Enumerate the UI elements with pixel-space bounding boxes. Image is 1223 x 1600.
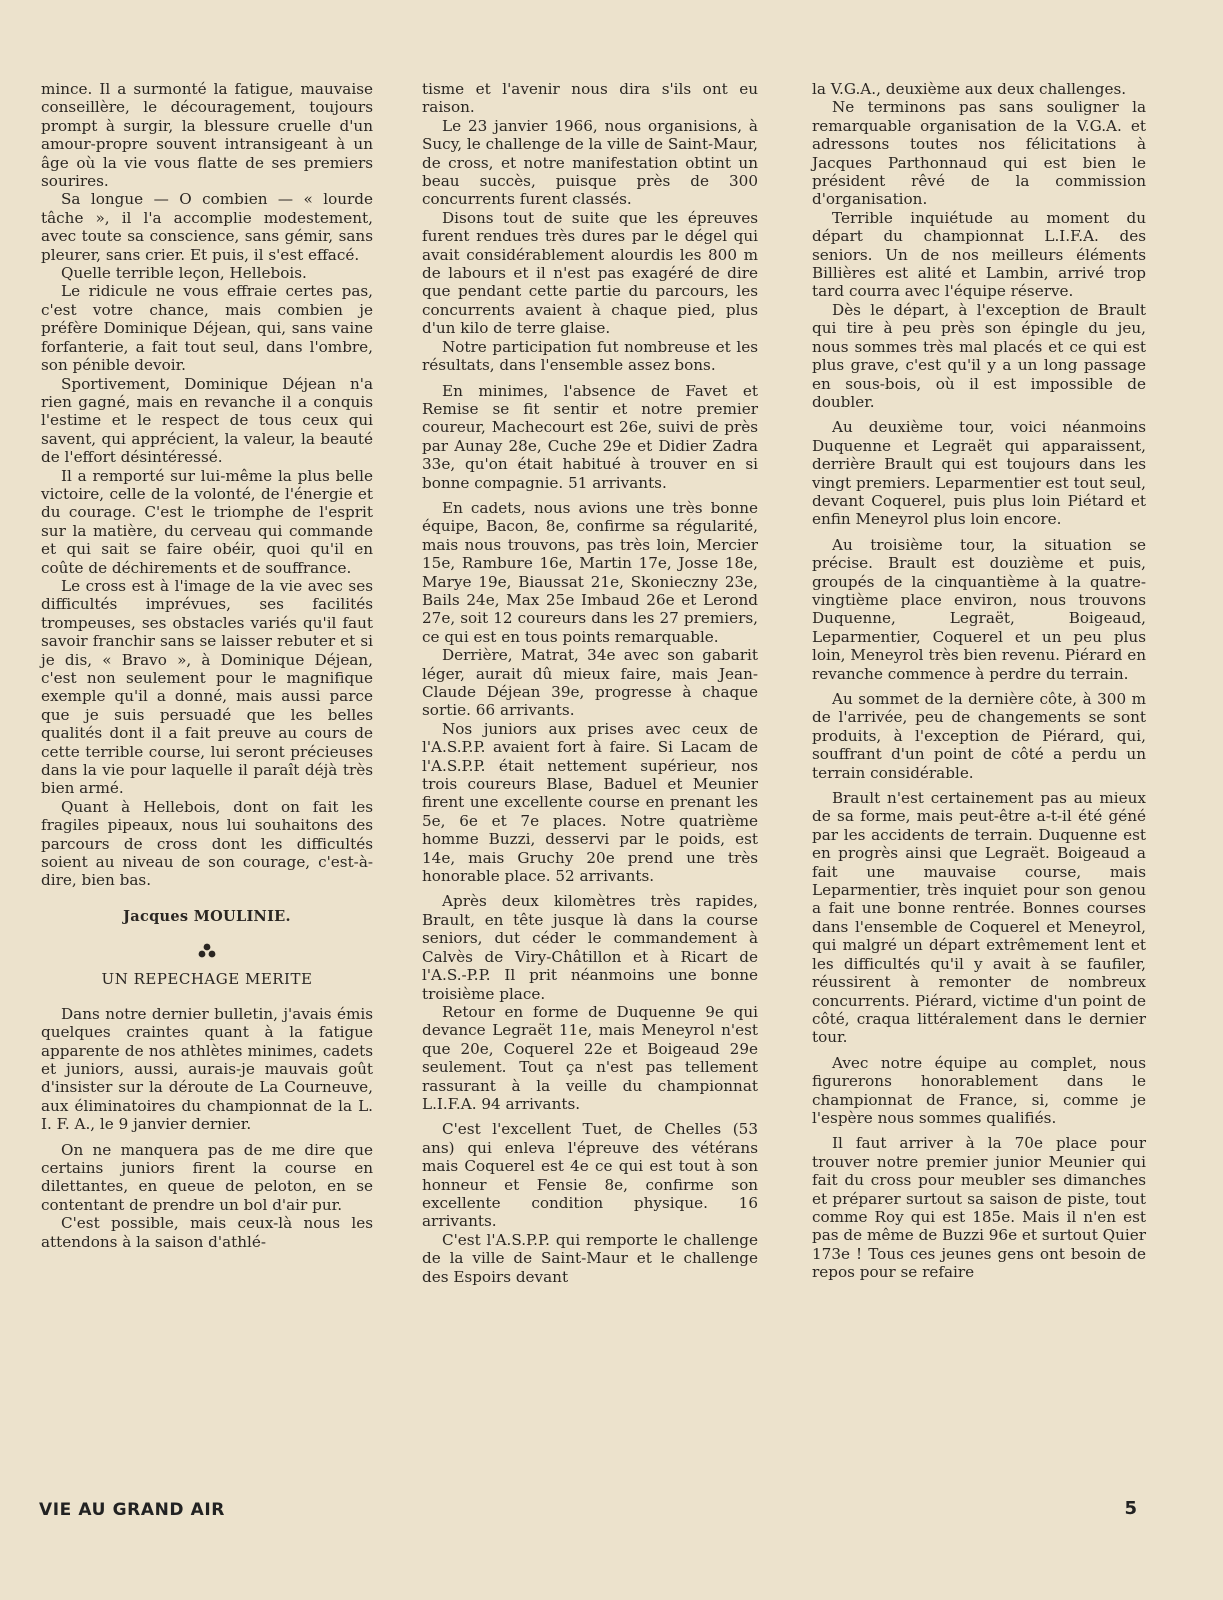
paragraph: Il a remporté sur lui-même la plus belle victoire, celle de la volonté, de l'énergie et du courage. C'est le triomphe de l'esprit sur la matière, du cerveau qui commande et qui sait se faire obéir, quoi qu'il en coûte de déchirements et de souffrance. xyxy=(41,466,373,577)
author-signature: Jacques MOULINIE. xyxy=(123,907,291,925)
paragraph: En minimes, l'absence de Favet et Remise se fit sentir et notre premier coureur, Machecourt est 26e, suivi de près par Aunay 28e, Cuche 29e et Didier Zadra 33e, qu'on était habitué à trouver en si bonne compagnie. 51 arrivants. xyxy=(422,381,758,492)
paragraph: Sa longue — O combien — « lourde tâche », il l'a accomplie modestement, avec toute sa conscience, sans gémir, sans pleurer, sans crier. Et puis, il s'est effacé. xyxy=(41,190,373,264)
section-heading: UN REPECHAGE MERITE xyxy=(101,970,313,989)
paragraph: Terrible inquiétude au moment du départ du championnat L.I.F.A. des seniors. Un de nos meilleurs éléments Billières est alité et Lambin, arrivé trop tard courra avec l'équipe réserve. xyxy=(812,208,1146,301)
paragraph: Au sommet de la dernière côte, à 300 m de l'arrivée, peu de changements se sont produits, à l'exception de Piérard, qui, souffrant d'un point de côté a perdu un terrain considérable. xyxy=(812,690,1146,782)
column-1 xyxy=(41,80,373,1251)
page-number: 5 xyxy=(1124,1498,1137,1519)
column-2 xyxy=(422,80,758,1286)
paragraph: Retour en forme de Duquenne 9e qui devance Legraët 11e, mais Meneyrol n'est que 20e, Coquerel 22e et Boigeaud 29e seulement. Tout ça n'est pas tellement rassurant à la veille du championnat L.I.F.A. 94 arrivants. xyxy=(422,1002,758,1113)
paragraph: Brault n'est certainement pas au mieux de sa forme, mais peut-être a-t-il été géné par les accidents de terrain. Duquenne est en progrès ainsi que Legraët. Boigeaud a fait une mauvaise course, mais Leparmentier, très inquiet pour son genou a fait une bonne rentrée. Bonnes courses dans l'ensemble de Coquerel et Meneyrol, qui malgré un départ extrêmement lent et les difficultés qu'il y avait à se faufiler, réussirent à remonter de nombreux concurrents. Piérard, victime d'un point de côté, craqua littéralement dans le dernier tour. xyxy=(812,789,1146,1047)
paragraph: mince. Il a surmonté la fatigue, mauvaise conseillère, le découragement, toujours prompt à surgir, la blessure cruelle d'un amour-propre souvent intransigeant à un âge où la vie vous flatte de ses premiers sourires. xyxy=(41,80,373,191)
paragraph: Nos juniors aux prises avec ceux de l'A.S.P.P. avaient fort à faire. Si Lacam de l'A.S.P.P. était nettement supérieur, nos trois coureurs Blase, Baduel et Meunier firent une excellente course en prenant les 5e, 6e et 7e places. Notre quatrième homme Buzzi, desservi par le poids, est 14e, mais Gruchy 20e prend une très honorable place. 52 arrivants. xyxy=(422,719,758,886)
paragraph: Dans notre dernier bulletin, j'avais émis quelques craintes quant à la fatigue apparente de nos athlètes minimes, cadets et juniors, aussi, aurais-je mauvais goût d'insister sur la déroute de La Courneuve, aux éliminatoires du championnat de la L. I. F. A., le 9 janvier dernier. xyxy=(41,1004,373,1134)
paragraph: Notre participation fut nombreuse et les résultats, dans l'ensemble assez bons. xyxy=(422,337,758,375)
paragraph: tisme et l'avenir nous dira s'ils ont eu raison. xyxy=(422,80,758,117)
paragraph: Avec notre équipe au complet, nous figurerons honorablement dans le championnat de France, si, comme je l'espère nous sommes qualifiés. xyxy=(812,1053,1146,1127)
paragraph: Quelle terrible leçon, Hellebois. xyxy=(61,264,307,283)
paragraph: Après deux kilomètres très rapides, Brault, en tête jusque là dans la course seniors, dut céder le commandement à Calvès de Viry-Châtillon et à Ricart de l'A.S.-P.P. Il prit néanmoins une bonne troisième place. xyxy=(422,892,758,1003)
paragraph: C'est l'excellent Tuet, de Chelles (53 ans) qui enleva l'épreuve des vétérans mais Coquerel est 4e ce qui est tout à son honneur et Fensie 8e, confirme son excellente condition physique. 16 arrivants. xyxy=(422,1120,758,1231)
magazine-title: VIE AU GRAND AIR xyxy=(39,1500,225,1520)
paragraph: En cadets, nous avions une très bonne équipe, Bacon, 8e, confirme sa régularité, mais nous trouvons, pas très loin, Mercier 15e, Rambure 16e, Martin 17e, Josse 18e, Marye 19e, Biaussat 21e, Skonieczny 23e, Bails 24e, Max 25e Imbaud 26e et Lerond 27e, soit 12 coureurs dans les 27 premiers, ce qui est en tous points remarquable. xyxy=(422,498,758,646)
paragraph: Le 23 janvier 1966, nous organisions, à Sucy, le challenge de la ville de Saint-Maur, de cross, et notre manifestation obtint un beau succès, puisque près de 300 concurrents furent classés. xyxy=(422,116,758,209)
paragraph: Il faut arriver à la 70e place pour trouver notre premier junior Meunier qui fait du cross pour meubler ses dimanches et préparer surtout sa saison de piste, tout comme Roy qui est 185e. Mais il n'en est pas de même de Buzzi 96e et surtout Quier 173e ! Tous ces jeunes gens ont besoin de repos pour se refaire xyxy=(812,1134,1146,1282)
paragraph: Au troisième tour, la situation se précise. Brault est douzième et puis, groupés de la cinquantième à la quatre-vingtième place environ, nous trouvons Duquenne, Legraët, Boigeaud, Leparmentier, Coquerel et un peu plus loin, Meneyrol très bien revenu. Piérard en revanche commence à perdre du terrain. xyxy=(812,535,1146,683)
paragraph: Quant à Hellebois, dont on fait les fragiles pipeaux, nous lui souhaitons des parcours de cross dont les difficultés soient au niveau de son courage, c'est-à-dire, bien bas. xyxy=(41,797,373,890)
paragraph: C'est l'A.S.P.P. qui remporte le challenge de la ville de Saint-Maur et le challenge des Espoirs devant xyxy=(422,1230,758,1286)
column-3 xyxy=(812,80,1146,1282)
paragraph: Disons tout de suite que les épreuves furent rendues très dures par le dégel qui avait considérablement alourdis les 800 m de labours et il n'est pas exagéré de dire que pendant cette partie du parcours, les concurrents avaient à chaque pied, plus d'un kilo de terre glaise. xyxy=(422,208,758,338)
paragraph: Au deuxième tour, voici néanmoins Duquenne et Legraët qui apparaissent, derrière Brault qui est toujours dans les vingt premiers. Leparmentier est tout seul, devant Coquerel, puis plus loin Piétard et enfin Meneyrol plus loin encore. xyxy=(812,418,1146,529)
paragraph: Ne terminons pas sans souligner la remarquable organisation de la V.G.A. et adressons toutes nos félicitations à Jacques Parthonnaud qui est bien le président rêvé de la commission d'organisation. xyxy=(812,98,1146,209)
paragraph: Sportivement, Dominique Déjean n'a rien gagné, mais en revanche il a conquis l'estime et le respect de tous ceux qui savent, qui apprécient, la valeur, la beauté de l'effort désintéressé. xyxy=(41,374,373,467)
paragraph: Derrière, Matrat, 34e avec son gabarit léger, aurait dû mieux faire, mais Jean-Claude Déjean 39e, progresse à chaque sortie. 66 arrivants. xyxy=(422,646,758,720)
clover-ornament-icon xyxy=(41,942,373,960)
paragraph: C'est possible, mais ceux-là nous les attendons à la saison d'athlé- xyxy=(41,1214,373,1251)
paragraph: On ne manquera pas de me dire que certains juniors firent la course en dilettantes, en queue de peloton, en se contentant de prendre un bol d'air pur. xyxy=(41,1140,373,1214)
paragraph: la V.G.A., deuxième aux deux challenges. xyxy=(812,80,1127,98)
paragraph: Le cross est à l'image de la vie avec ses difficultés imprévues, ses facilités trompeuses, ses obstacles variés qu'il faut savoir franchir sans se laisser rebuter et si je dis, « Bravo », à Dominique Déjean, c'est non seulement pour le magnifique exemple qu'il a donné, mais aussi parce que je suis persuadé que les belles qualités dont il a fait preuve au cours de cette terrible course, lui seront précieuses dans la vie pour laquelle il paraît déjà très bien armé. xyxy=(41,576,373,798)
paragraph: Le ridicule ne vous effraie certes pas, c'est votre chance, mais combien je préfère Dominique Déjean, qui, sans vaine forfanterie, a fait tout seul, dans l'ombre, son pénible devoir. xyxy=(41,282,373,375)
paragraph: Dès le départ, à l'exception de Brault qui tire à peu près son épingle du jeu, nous sommes très mal placés et ce qui est plus grave, c'est qu'il y a un long passage en sous-bois, où il est impossible de doubler. xyxy=(812,300,1146,411)
